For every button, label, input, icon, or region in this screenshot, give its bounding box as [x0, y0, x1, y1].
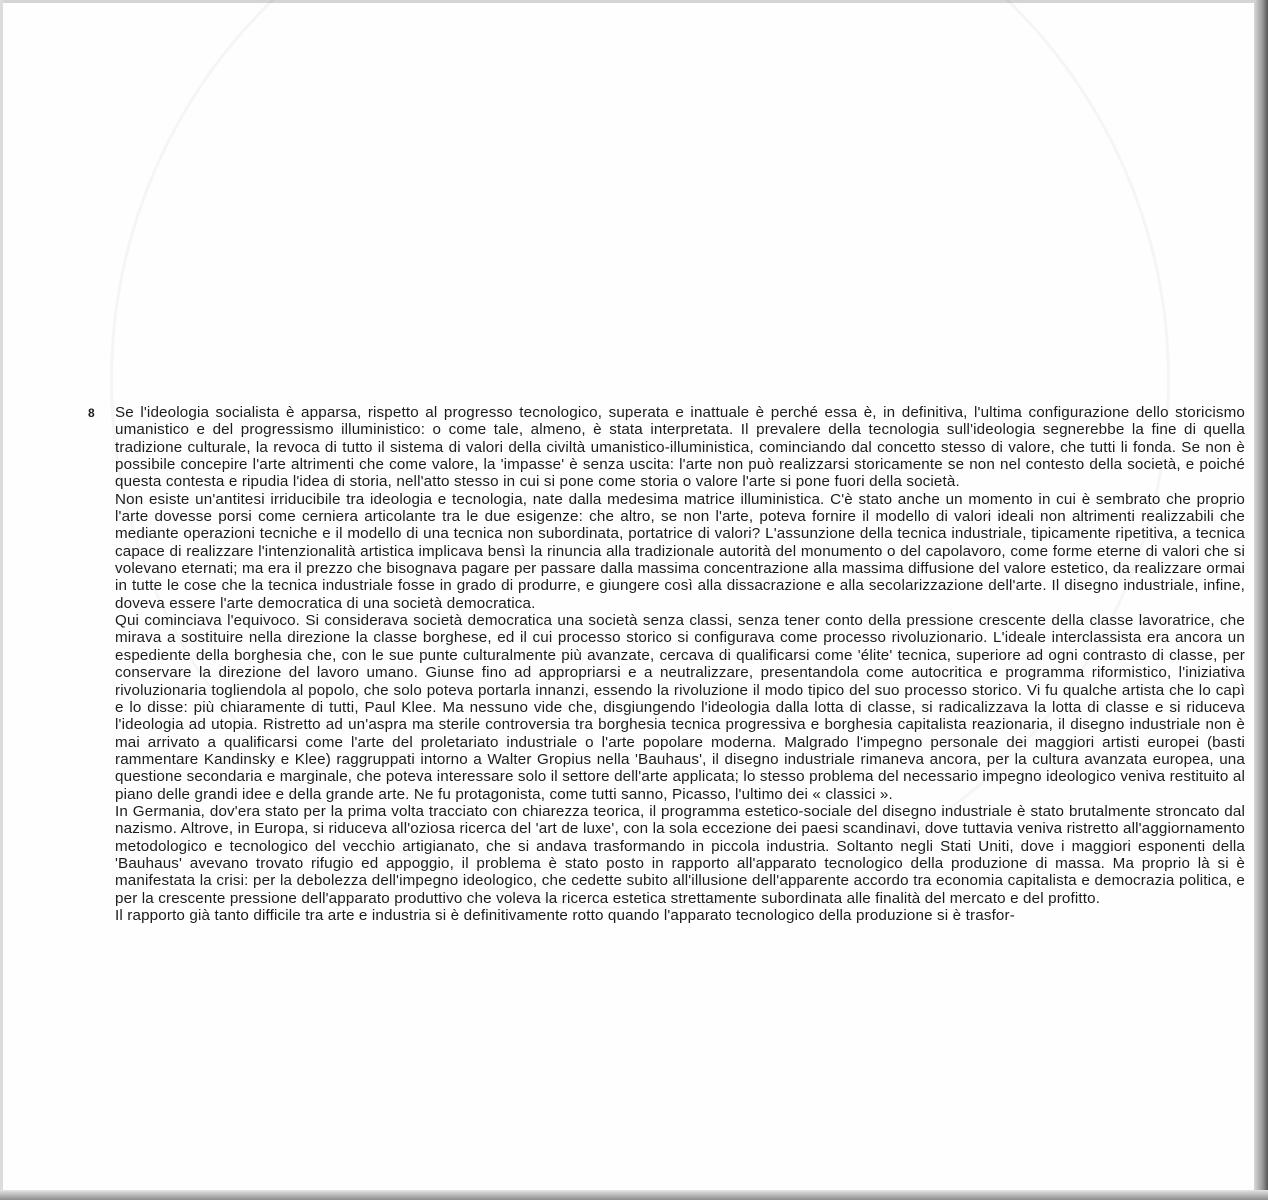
- paragraph-1: Se l'ideologia socialista è apparsa, rispetto al progresso tecnologico, superata e inattuale è perché essa è, in definitiva, l'ultima configurazione dello storicismo umanistico e del progressismo illuministico: o come tale, almeno, è stata interpretata. Il prevalere della tecnologia sull'ideologia segnerebbe la fine di quella tradizione culturale, la revoca di tutto il sistema di valori della civiltà umanistico-illuministica, cominciando dal concetto stesso di valore, che tutti li fonda. Se non è possibile concepire l'arte altrimenti che come valore, la 'impasse' è senza uscita: l'arte non può realizzarsi storicamente se non nel contesto della società, e poiché questa contesta e ripudia l'idea di storia, nell'atto stesso in cui si pone come storia o valore l'arte si pone fuori della società.: [115, 404, 1245, 491]
- page-number: 8: [88, 406, 95, 420]
- page-left-edge: [0, 0, 3, 1200]
- paragraph-5: Il rapporto già tanto difficile tra arte e industria si è definitivamente rotto quando l'apparato tecnologico della produzione si è trasfor-: [115, 906, 1015, 924]
- article-body: [115, 404, 1245, 924]
- paragraph-3: Qui cominciava l'equivoco. Si considerava società democratica una società senza classi, senza tener conto della pressione crescente della classe lavoratrice, che mirava a sostituire nella direzione la classe borghese, ed il cui processo storico si configurava come processo rivoluzionario. L'ideale interclassista era ancora un espediente della borghesia che, con le sue punte culturalmente più avanzate, cercava di qualificarsi come 'élite' tecnica, superiore ad ogni contrasto di classe, per conservare la direzione del lavoro umano. Giunse fino ad appropriarsi e a neutralizzare, presentandola come autocritica e programma riformistico, l'iniziativa rivoluzionaria togliendola al popolo, che solo poteva portarla innanzi, essendo la rivoluzione il modo tipico del suo processo storico. Vi fu qualche artista che lo capì e lo disse: più chiaramente di tutti, Paul Klee. Ma nessuno vide che, disgiungendo l'ideologia dalla lotta di classe, si radicalizzava la lotta di classe e si riduceva l'ideologia ad utopia. Ristretto ad un'aspra ma sterile controversia tra borghesia tecnica progressiva e borghesia capitalista reazionaria, il disegno industriale non è mai arrivato a qualificarsi come l'arte del proletariato industriale o l'arte popolare moderna. Malgrado l'impegno personale dei maggiori artisti europei (basti rammentare Kandinsky e Klee) raggruppati intorno a Walter Gropius nella 'Bauhaus', il disegno industriale rimaneva ancora, per la cultura avanzata europea, una questione secondaria e marginale, che poteva interessare solo il settore dell'arte applicata; lo stesso problema del necessario impegno ideologico veniva restituito al piano delle grandi idee e della grande arte. Ne fu protagonista, come tutti sanno, Picasso, l'ultimo dei « classici ».: [115, 612, 1245, 803]
- paragraph-4: In Germania, dov'era stato per la prima volta tracciato con chiarezza teorica, il programma estetico-sociale del disegno industriale è stato brutalmente stroncato dal nazismo. Altrove, in Europa, si riduceva all'oziosa ricerca del 'art de luxe', con la sola eccezione dei paesi scandinavi, dove tuttavia veniva ristretto all'aggiornamento metodologico e tecnologico del vecchio artigianato, che si andava trasformando in piccola industria. Soltanto negli Stati Uniti, dove i maggiori esponenti della 'Bauhaus' avevano trovato rifugio ed appoggio, il problema è stato posto in rapporto all'apparato tecnologico della produzione di massa. Ma proprio là si è manifestata la crisi: per la debolezza dell'impegno ideologico, che cedette subito all'illusione dell'apparente accordo tra economia capitalista e democrazia politica, e per la crescente pressione dell'apparato produttivo che voleva la ricerca estetica strettamente subordinata alle finalità del mercato e del profitto.: [115, 802, 1245, 907]
- paragraph-2: Non esiste un'antitesi irriducibile tra ideologia e tecnologia, nate dalla medesima matrice illuministica. C'è stato anche un momento in cui è sembrato che proprio l'arte dovesse porsi come cerniera articolante tra le due esigenze: che altro, se non l'arte, poteva fornire il modello di valori ideali non altrimenti realizzabili che mediante operazioni tecniche e il modello di una tecnica non subordinata, portatrice di valori? L'assunzione della tecnica industriale, tipicamente ripetitiva, a tecnica capace di realizzare l'intenzionalità artistica implicava bensì la rinuncia alla tradizionale autorità del monumento o del capolavoro, come forme eterne di valori che si volevano eternati; ma era il prezzo che bisognava pagare per passare dalla massima concentrazione alla massima diffusione del valore estetico, da realizzare ormai in tutte le cose che la tecnica industriale fosse in grado di produrre, e giungere così alla dissacrazione e alla secolarizzazione dell'arte. Il disegno industriale, infine, doveva essere l'arte democratica di una società democratica.: [115, 490, 1245, 612]
- page-bottom-edge: [0, 1190, 1268, 1200]
- page-right-edge: [1254, 0, 1268, 1200]
